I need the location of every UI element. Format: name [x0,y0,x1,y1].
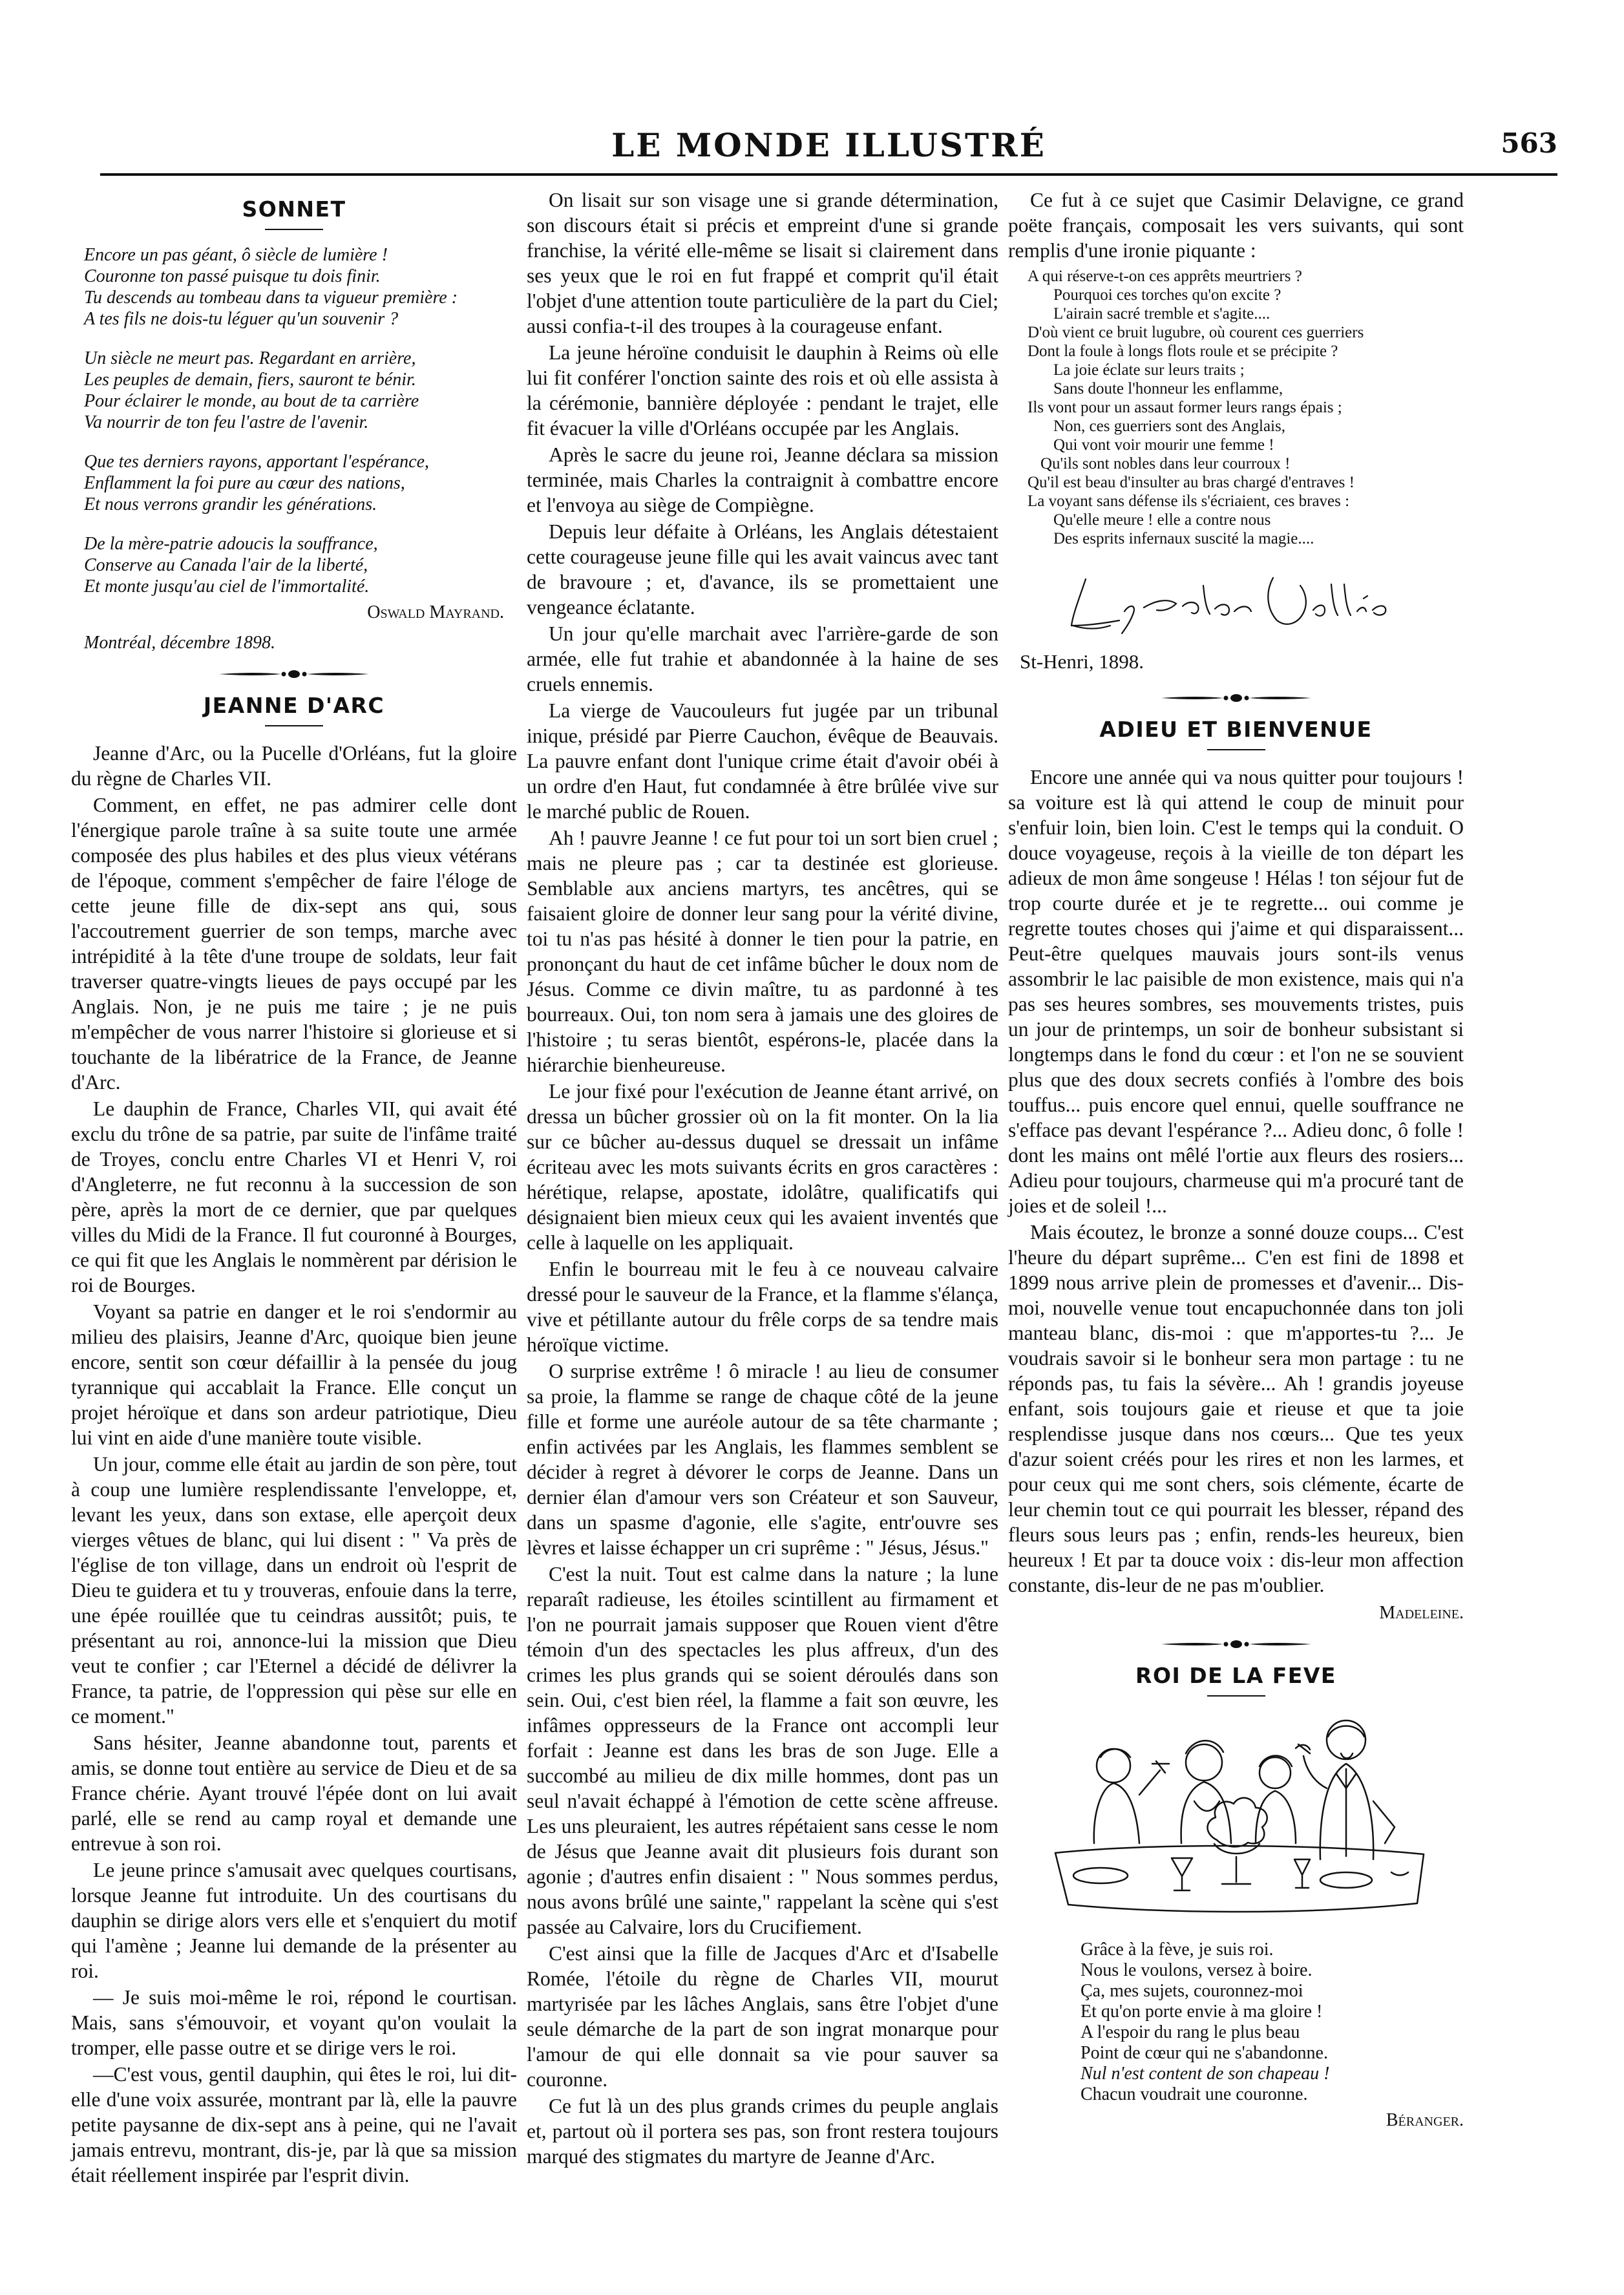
column-2 [527,187,998,2170]
article-paragraph: Voyant sa patrie en danger et le roi s'endormir au milieu des plaisirs, Jeanne d'Arc, quoique bien jeune encore, sentit son cœur défaillir à la pensée du joug tyrannique qui accablait la France. Elle conçut un projet héroïque et dans son ardeur patriotique, Dieu lui vint en aide d'une manière toute visible. [71,1300,517,1449]
song-line: Ça, mes sujets, couronnez-moi [1081,1981,1303,2001]
poem-line: La joie éclate sur leurs traits ; [1053,361,1245,379]
verse-line: Et monte jusqu'au ciel de l'immortalité. [84,576,370,597]
adieu-title: ADIEU ET BIENVENUE [1099,717,1373,742]
poem-line: Dont la foule à longs flots roule et se précipite ? [1028,343,1338,360]
page-number: 563 [1501,127,1557,159]
sonnet-stanza [84,244,517,330]
verse-line: A tes fils ne dois-tu léguer qu'un souvenir ? [84,309,399,329]
poem-line: Des esprits infernaux suscité la magie.... [1053,530,1314,547]
verse-line: De la mère-patrie adoucis la souffrance, [84,534,378,554]
poem-line: A qui réserve-t-on ces apprêts meurtriers ? [1028,268,1302,285]
poem-line: Ils vont pour un assaut former leurs rangs épais ; [1028,399,1342,416]
article-paragraph: Depuis leur défaite à Orléans, les Anglais détestaient cette courageuse jeune fille qui les avait vaincus avec tant de bravoure ; et, d'avance, ils se promettaient une vengeance éclatante. [527,520,998,619]
article-paragraph: —C'est vous, gentil dauphin, qui êtes le roi, lui dit-elle d'une voix assurée, montrant par là, elle la pauvre petite paysanne de dix-sept ans à peine, qui ne l'avait jamais entrevu, montrant, dis-je, par là que sa mission était réellement inspirée par l'esprit divin. [71,2063,517,2186]
title-rule [265,229,323,230]
poem-line: Qu'ils sont nobles dans leur courroux ! [1040,455,1291,472]
verse-line: Les peuples de demain, fiers, sauront te bénir. [84,370,416,390]
poem-line: Qu'il est beau d'insulter au bras chargé d'entraves ! [1028,474,1355,491]
poem-line: Sans doute l'honneur les enflamme, [1053,380,1283,397]
article-paragraph: Ce fut là un des plus grands crimes du peuple anglais et, partout où il portera ses pas, son front restera toujours marqué des stigmates du martyre de Jeanne d'Arc. [527,2095,998,2168]
article-paragraph: C'est ainsi que la fille de Jacques d'Arc et d'Isabelle Romée, l'étoile du règne de Charles VII, mourut martyrisée par les lâches Anglais, sans être l'objet d'une seule démarche de la part de son ingrat monarque pour l'amour de qui elle donnait sa vie pour sauver sa couronne. [527,1942,998,2091]
verse-line: Conserve au Canada l'air de la liberté, [84,555,368,575]
article-paragraph: On lisait sur son visage une si grande détermination, son discours était si précis et empreint d'une si grande franchise, la vérité elle-même se lisait si clairement dans ses yeux que le roi en fut frappé et comprit qu'il était l'objet d'une attention toute particulière de la part du Ciel; aussi confia-t-il des troupes à la courageuse enfant. [527,189,998,337]
poem-line: Qu'elle meure ! elle a contre nous [1053,511,1271,529]
newspaper-title: LE MONDE ILLUSTRÉ [611,126,1046,164]
verse-line: Que tes derniers rayons, apportant l'espérance, [84,452,430,472]
article-paragraph: Après le sacre du jeune roi, Jeanne déclara sa mission terminée, mais Charles la contraignit à combattre encore et l'envoya au siège de Compiègne. [527,443,998,516]
masthead [100,126,1557,171]
verse-line: Et nous verrons grandir les générations. [84,494,377,514]
song-line: Nous le voulons, versez à boire. [1081,1960,1313,1980]
title-rule [1207,749,1265,750]
column-3 [1008,187,1464,2133]
verse-line: Un siècle ne meurt pas. Regardant en arrière, [84,348,416,368]
poem-line: D'où vient ce bruit lugubre, où courent ces guerriers [1028,324,1364,341]
song-line: Point de cœur qui ne s'abandonne. [1081,2043,1328,2063]
handwritten-signature [1060,566,1396,637]
ornament-divider [1159,1637,1314,1651]
verse-line: Enflamment la foi pure au cœur des nations, [84,473,405,493]
masthead-rule [100,173,1557,176]
poem-line: Pourquoi ces torches qu'on excite ? [1053,286,1281,304]
article-paragraph: La jeune héroïne conduisit le dauphin à Reims où elle lui fit conférer l'onction sainte des rois et où elle assista à la cérémonie, bannière déployée : pendant le trajet, elle fit évacuer la ville d'Orléans occupée par les Anglais. [527,341,998,439]
column-1 [71,187,517,2189]
poem-line: Qui vont voir mourir une femme ! [1053,436,1274,454]
poem-line: L'airain sacré tremble et s'agite.... [1053,305,1271,323]
verse-line: Couronne ton passé puisque tu dois finir. [84,266,381,286]
article-paragraph: La vierge de Vaucouleurs fut jugée par un tribunal inique, présidé par Pierre Cauchon, évêque de Beauvais. La pauvre enfant dont l'unique crime était d'avoir obéi à un ordre d'en Haut, fut condamnée à être brûlée vive sur le marché public de Rouen. [527,699,998,823]
poem-line: Non, ces guerriers sont des Anglais, [1053,418,1285,435]
jeanne-title: JEANNE D'ARC [203,693,385,718]
banquet-illustration [1042,1711,1430,1924]
title-rule [1207,1695,1265,1697]
article-paragraph: Un jour qu'elle marchait avec l'arrière-garde de son armée, elle fut trahie et abandonnée à la haine de ses cruels ennemis. [527,622,998,695]
article-paragraph: Le dauphin de France, Charles VII, qui avait été exclu du trône de sa patrie, par suite de l'infâme traité de Troyes, conclu entre Charles VI et Henri V, roi d'Angleterre, ne fut reconnu à la succession de son père, après la mort de ce dernier, que par quelques villes du Midi de la France. Il fut couronné à Bourges, ce qui fit que les Anglais le nommèrent par dérision le roi de Bourges. [71,1097,517,1296]
delavigne-poem [1028,267,1464,548]
sonnet-stanza [84,533,517,597]
sonnet-verse [84,244,517,597]
sonnet-place-date: Montréal, décembre 1898. [84,633,275,653]
article-paragraph: Un jour, comme elle était au jardin de son père, tout à coup une lumière resplendissante l'enveloppe, et, levant les yeux, dans son extase, elle aperçoit deux vierges vêtues de blanc, qui lui disent : " Va près de l'église de ton village, dans un endroit où l'esprit de Dieu te guidera et tu y trouveras, enfouie dans la terre, une épée rouillée que tu ceindras aussitôt; puis, te présentant au roi, annonce-lui la mission que Dieu veut te confier ; car l'Eternel a décidé de délivrer la France, ta patrie, de l'oppression qui pèse sur elle en ce moment." [71,1453,517,1728]
article-paragraph: Comment, en effet, ne pas admirer celle dont l'énergique parole traîne à sa suite toute une armée composée des plus habiles et des plus vieux vétérans de l'époque, comment s'empêcher de faire l'éloge de cette jeune fille de dix-sept ans qui, sous l'accoutrement guerrier de son temps, marche avec intrépidité à la tête d'une troupe de soldats, leur fait traverser quatre-vingts lieues de pays occupé par les Anglais. Non, je ne puis me taire ; je ne puis m'empêcher de vous narrer l'histoire si glorieuse et si touchante de la libératrice de la France, de Jeanne d'Arc. [71,794,517,1094]
article-paragraph: — Je suis moi-même le roi, répond le courtisan. Mais, sans s'émouvoir, et voyant qu'on voulait la tromper, elle passe outre et se dirige vers le roi. [71,1986,517,2059]
article-paragraph: C'est la nuit. Tout est calme dans la nature ; la lune reparaît radieuse, les étoiles scintillent au firmament et l'on ne pourrait jamais supposer que Rouen vient d'être témoin d'un des spectacles les plus affreux, d'un des crimes les plus grands qui se soient déroulés dans son sein. Oui, c'est bien réel, la flamme a fait son œuvre, les infâmes oppresseurs de la France ont accompli leur forfait : Jeanne est dans les bras de son Juge. Elle a succombé au milieu de dix mille hommes, dont pas un seul n'avait échappé à l'émotion de cette scène affreuse. Les uns pleuraient, les autres répétaient sans cesse le nom de Jésus que Jeanne avait dit plusieurs fois durant son agonie ; d'autres enfin disaient : " Nous sommes perdus, nous avons brûlé une sainte," rappelant la scène qui s'est passée au Calvaire, lors du Crucifiement. [527,1563,998,1938]
sonnet-title: SONNET [242,196,346,222]
song-line: Nul n'est content de son chapeau ! [1081,2064,1330,2084]
song-line: Et qu'on porte envie à ma gloire ! [1081,2002,1323,2022]
article-paragraph: Le jour fixé pour l'exécution de Jeanne étant arrivé, on dressa un bûcher grossier où on la fit monter. On la lia sur ce bûcher au-dessus duquel se dressait un infâme écriteau avec les mots suivants écrits en gros caractères : hérétique, relapse, apostate, idolâtre, qualificatifs qui désignaient bien mieux ceux qui les avaient inventés que celle à laquelle on les appliquait. [527,1080,998,1254]
article-paragraph: Mais écoutez, le bronze a sonné douze coups... C'est l'heure du départ suprême... C'en est fini de 1898 et 1899 nous arrive plein de promesses et d'avenir... Dis-moi, nouvelle venue tout encapuchonnée dans ton joli manteau blanc, dis-moi : que m'apportes-tu ?... Je voudrais savoir si le bonheur sera mon partage : tu ne réponds pas, tu fais la sévère... Ah ! grandis joyeuse enfant, sois toujours gaie et rieuse et que ta joie resplendisse jusque dans nos cœurs... Que tes yeux d'azur soient créés pour les rires et non les larmes, et pour ceux qui me sont chers, sois clémente, écarte de leur chemin tout ce qui pourrait les blesser, répand des fleurs sous leurs pas ; enfin, rends-les heureux, bien heureux ! Et par ta douce voix : dis-leur mon affection constante, dis-leur de ne pas m'oublier. [1008,1221,1464,1596]
article-paragraph: Ah ! pauvre Jeanne ! ce fut pour toi un sort bien cruel ; mais ne pleure pas ; car ta destinée est glorieuse. Semblable aux anciens martyrs, tes ancêtres, qui se faisaient gloire de donner leur sang pour la vérité divine, toi tu n'as pas hésité à donner le tien pour la patrie, en prononçant du haut de cet infâme bûcher le doux nom de Jésus. Comme ce divin maître, tu as pardonné à tes bourreaux. Oui, ton nom sera à jamais une des gloires de l'histoire ; tu seras bientôt, espérons-le, placée dans la hiérarchie bienheureuse. [527,827,998,1076]
article-paragraph: Encore une année qui va nous quitter pour toujours ! sa voiture est là qui attend le coup de minuit pour s'enfuir loin, bien loin. C'est le temps qui la conduit. O douce voyageuse, reçois à la vieille de ton départ les adieux de mon âme songeuse ! Hélas ! ton séjour fut de trop courte durée et je te regrette... oui comme je regrette toutes choses qui j'aime et qui disparaissent... Peut-être quelques mauvais jours sont-ils venus assombrir le lac paisible de mon existence, mais qui n'a pas ses heures sombres, ses mouvements tristes, puis un jour de printemps, un soir de bonheur subsistant si longtemps dans le fond du cœur : et l'on ne se souvient plus que des doux secrets confiés à l'ombre des bois touffus... puis encore quel ennui, quelle souffrance ne s'efface pas devant l'espérance ?... Adieu donc, ô folle ! dont les mains ont mêlé l'ortie aux fleurs des rosiers... Adieu pour toujours, charmeuse qui m'a procuré tant de joies et de soleil !... [1008,766,1464,1217]
ornament-divider [1159,691,1314,705]
article-paragraph: Sans hésiter, Jeanne abandonne tout, parents et amis, se donne tout entière au service de Dieu et de sa France chérie. Ayant trouvé l'épée dont on lui avait parlé, elle se rend au camp royal et demande une entrevue à son roi. [71,1731,517,1855]
title-rule [265,725,323,726]
sonnet-author: Oswald Mayrand. [367,602,504,622]
article-paragraph: O surprise extrême ! ô miracle ! au lieu de consumer sa proie, la flamme se range de chaque côté de la jeune fille et forme une auréole autour de sa tête charmante ; enfin activées par les Anglais, les flammes semblent se décider à regret à dévorer le corps de Jeanne. Dans un dernier élan d'amour vers son Créateur et son Sauveur, dans un spasme d'agonie, elle s'agite, entr'ouvre ses lèvres et laisse échapper un cri suprême : " Jésus, Jésus." [527,1360,998,1559]
article-paragraph: Enfin le bourreau mit le feu à ce nouveau calvaire dressé pour le sauveur de la France, et la flamme s'élança, vive et pétillante autour du frêle corps de sa tendre mais héroïque victime. [527,1258,998,1356]
verse-line: Encore un pas géant, ô siècle de lumière ! [84,245,388,265]
adieu-author: Madeleine. [1379,1603,1464,1623]
song-line: A l'espoir du rang le plus beau [1081,2022,1300,2042]
roi-title: ROI DE LA FEVE [1135,1663,1336,1688]
article-paragraph: Jeanne d'Arc, ou la Pucelle d'Orléans, fut la gloire du règne de Charles VII. [71,742,517,790]
verse-line: Tu descends au tombeau dans ta vigueur première : [84,288,458,308]
poem-line: La voyant sans défense ils s'écriaient, ces braves : [1028,492,1350,510]
signature-place-date: St-Henri, 1898. [1020,650,1144,673]
article-paragraph: Ce fut à ce sujet que Casimir Delavigne, ce grand poëte français, composait les vers suivants, qui sont remplis d'une ironie piquante : [1008,189,1464,262]
verse-line: Pour éclairer le monde, au bout de ta carrière [84,391,419,411]
ornament-divider [216,667,372,681]
song-line: Chacun voudrait une couronne. [1081,2084,1308,2104]
song-line: Grâce à la fève, je suis roi. [1081,1940,1274,1960]
beranger-song [1081,1940,1464,2105]
roi-author: Béranger. [1386,2110,1464,2130]
article-paragraph: Le jeune prince s'amusait avec quelques courtisans, lorsque Jeanne fut introduite. Un des courtisans du dauphin se dirige alors vers elle et s'enquiert du motif qui l'amène ; Jeanne lui demande de la présenter au roi. [71,1859,517,1982]
sonnet-stanza [84,348,517,433]
verse-line: Va nourrir de ton feu l'astre de l'avenir. [84,412,369,432]
sonnet-stanza [84,451,517,515]
